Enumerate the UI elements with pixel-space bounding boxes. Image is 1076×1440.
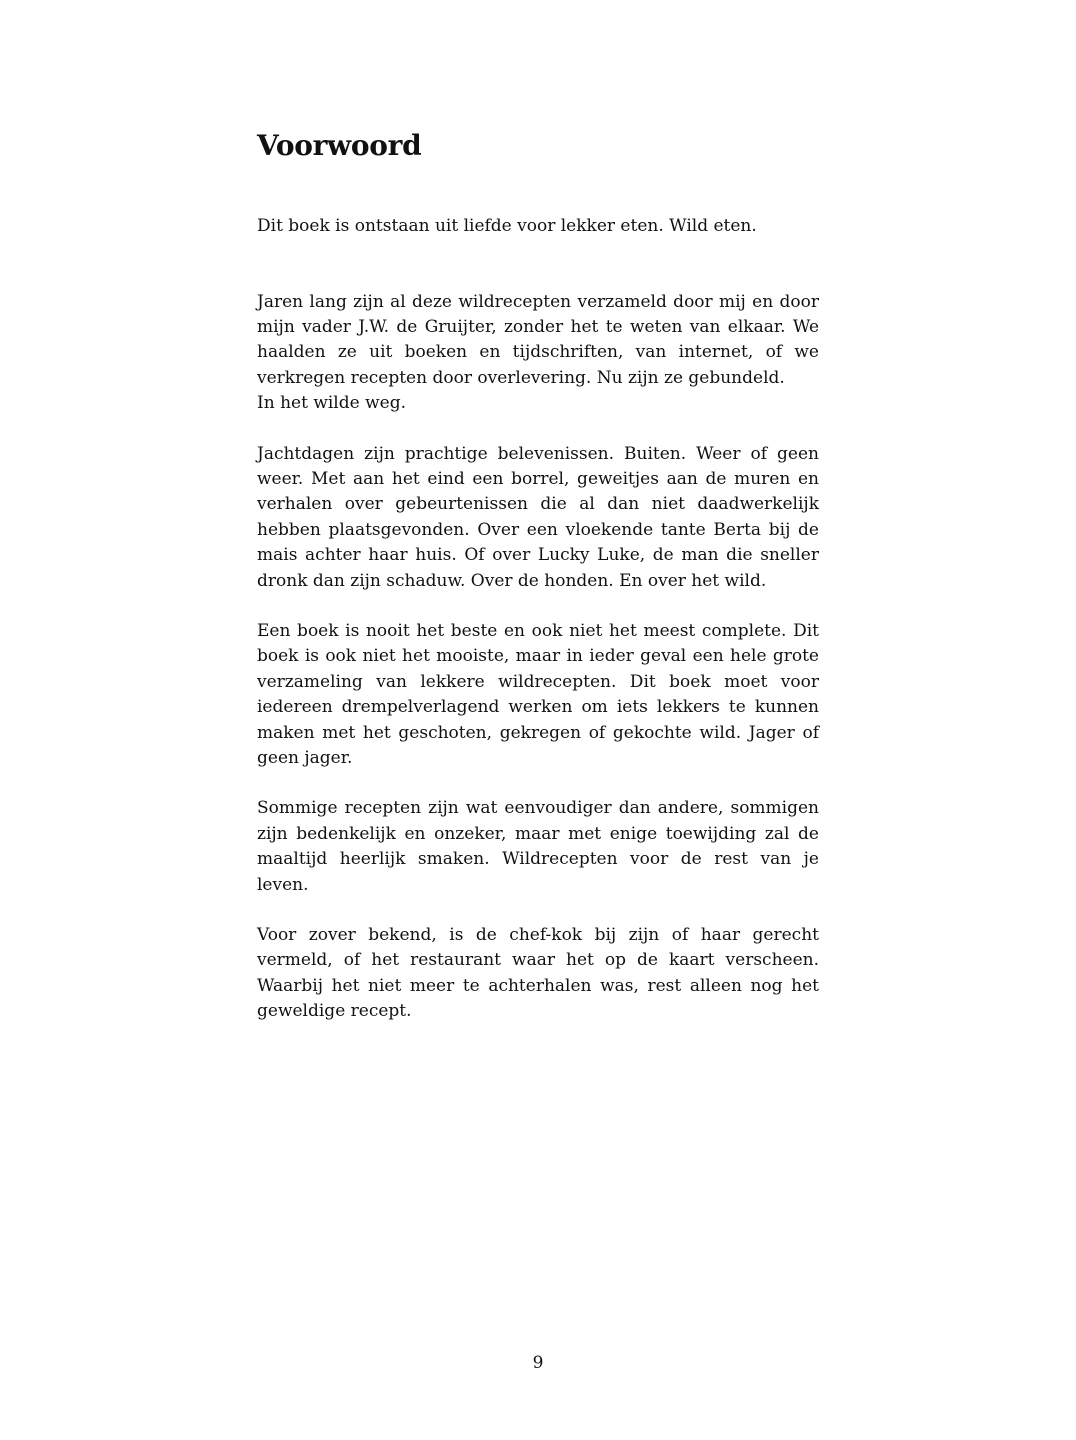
page-number: 9 — [532, 1353, 544, 1373]
paragraph-2: Jachtdagen zijn prachtige belevenissen. Buiten. Weer of geen weer. Met aan het eind een borrel, geweitjes aan de muren en verhalen over gebeurtenissen die al dan niet daadwerkelijk hebben plaatsgevonden. Over een vloekende tante Berta bij de mais achter haar huis. Of over Lucky Luke, de man die sneller dronk dan zijn schaduw. Over de honden. En over het wild. — [257, 443, 819, 591]
paragraph-5: Voor zover bekend, is de chef-kok bij zijn of haar gerecht vermeld, of het restaurant waar het op de kaart verscheen. Waarbij het niet meer te achterhalen was, rest alleen nog het geweldige recept. — [257, 925, 819, 1022]
paragraph-1-tail: In het wilde weg. — [257, 393, 406, 414]
paragraph-1 — [257, 290, 819, 417]
paragraph-4: Sommige recepten zijn wat eenvoudiger dan andere, sommigen zijn bedenkelijk en onzeker, maar met enige toewijding zal de maaltijd heerlijk smaken. Wildrecepten voor de rest van je leven. — [257, 798, 819, 895]
page-title: Voorwoord — [257, 129, 422, 162]
paragraph-3: Een boek is nooit het beste en ook niet het meest complete. Dit boek is ook niet het mooiste, maar in ieder geval een hele grote verzameling van lekkere wildrecepten. Dit boek moet voor iedereen drempelverlagend werken om iets lekkers te kunnen maken met het geschoten, gekregen of gekochte wild. Jager of geen jager. — [257, 620, 819, 768]
intro-line: Dit boek is ontstaan uit liefde voor lekker eten. Wild eten. — [257, 216, 757, 236]
paragraph-1-text: Jaren lang zijn al deze wildrecepten verzameld door mij en door mijn vader J.W. de Gruijter, zonder het te weten van elkaar. We haalden ze uit boeken en tijdschriften, van internet, of we verkregen recepten door overlevering. Nu zijn ze gebundeld. — [257, 291, 819, 388]
page-content — [257, 128, 819, 1025]
